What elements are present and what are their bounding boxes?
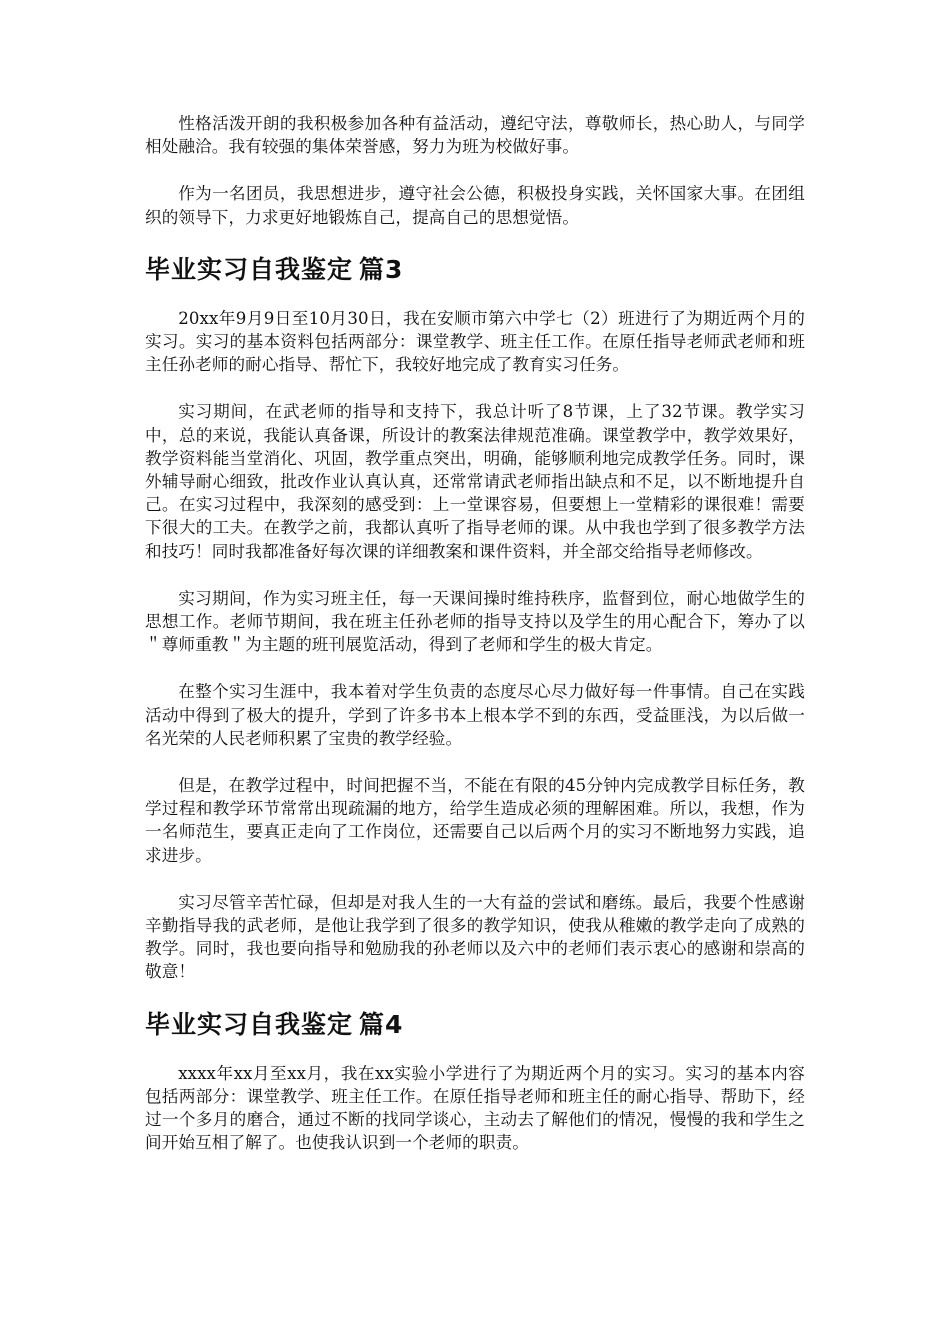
section-3-heading (145, 253, 805, 287)
document-page (145, 112, 805, 1179)
intro-paragraph-1: 性格活泼开朗的我积极参加各种有益活动，遵纪守法，尊敬师长，热心助人，与同学相处融洽。我有较强的集体荣誉感，努力为班为校做好事。 (145, 114, 805, 157)
section-3-paragraph-6: 实习尽管辛苦忙碌，但却是对我人生的一大有益的尝试和磨练。最后，我要个性感谢辛勤指导我的武老师，是他让我学到了很多的教学知识，使我从稚嫩的教学走向了成熟的教学。同时，我也要向指导和勉励我的孙老师以及六中的老师们表示衷心的感谢和崇高的敬意！ (145, 892, 805, 982)
section-3-paragraph-5: 但是，在教学过程中，时间把握不当，不能在有限的45分钟内完成教学目标任务，教学过程和教学环节常常出现疏漏的地方，给学生造成必须的理解困难。所以，我想，作为一名师范生，要真正走向了工作岗位，还需要自己以后两个月的实习不断地努力实践，追求进步。 (145, 776, 805, 865)
section-3-title: 毕业实习自我鉴定 (145, 254, 354, 284)
section-3-paragraph-3: 实习期间，作为实习班主任，每一天课间操时维持秩序，监督到位，耐心地做学生的思想工作。老师节期间，我在班主任孙老师的指导支持以及学生的用心配合下，筹办了以＂尊师重教＂为主题的班刊展览活动，得到了老师和学生的极大肯定。 (145, 588, 805, 655)
section-3-paragraph-1: 20xx年9月9日至10月30日，我在安顺市第六中学七（2）班进行了为期近两个月的实习。实习的基本资料包括两部分：课堂教学、班主任工作。在原任指导老师武老师和班主任孙老师的耐心指导、帮忙下，我较好地完成了教育实习任务。 (145, 308, 805, 375)
section-3-number: 篇3 (359, 254, 404, 284)
section-4-paragraph-1: xxxx年xx月至xx月，我在xx实验小学进行了为期近两个月的实习。实习的基本内容包括两部分：课堂教学、班主任工作。在原任指导老师和班主任的耐心指导、帮助下，经过一个多月的磨合，通过不断的找同学谈心，主动去了解他们的情况，慢慢的我和学生之间开始互相了解了。也使我认识到一个老师的职责。 (145, 1063, 805, 1153)
intro-paragraph-2: 作为一名团员，我思想进步，遵守社会公德，积极投身实践，关怀国家大事。在团组织的领导下，力求更好地锻炼自己，提高自己的思想觉悟。 (145, 184, 805, 227)
section-4-number: 篇4 (359, 1009, 404, 1039)
section-3-paragraph-4: 在整个实习生涯中，我本着对学生负责的态度尽心尽力做好每一件事情。自己在实践活动中得到了极大的提升，学到了许多书本上根本学不到的东西，受益匪浅，为以后做一名光荣的人民老师积累了宝贵的教学经验。 (145, 682, 805, 748)
section-4-title: 毕业实习自我鉴定 (145, 1009, 354, 1039)
section-4-heading (145, 1008, 805, 1042)
section-3-paragraph-2: 实习期间，在武老师的指导和支持下，我总计听了8节课，上了32节课。教学实习中，总的来说，我能认真备课，所设计的教案法律规范准确。课堂教学中，教学效果好，教学资料能当堂消化、巩固，教学重点突出，明确，能够顺利地完成教学任务。同时，课外辅导耐心细致，批改作业认真认真，还常常请武老师指出缺点和不足，以不断地提升自己。在实习过程中，我深刻的感受到：上一堂课容易，但要想上一堂精彩的课很难！需要下很大的工夫。在教学之前，我都认真听了指导老师的课。从中我也学到了很多教学方法和技巧！同时我都准备好每次课的详细教案和课件资料，并全部交给指导老师修改。 (145, 402, 805, 561)
